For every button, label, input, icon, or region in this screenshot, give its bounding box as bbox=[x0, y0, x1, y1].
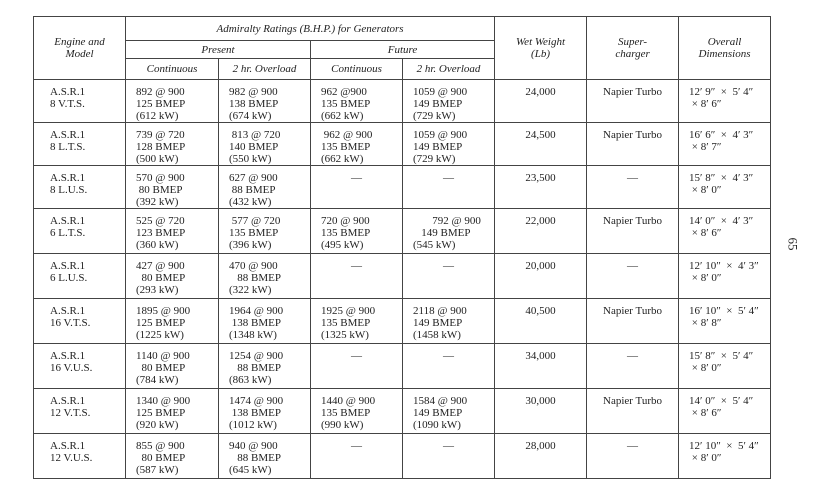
engine-model-cell: A.S.R.1 8 L.T.S. bbox=[34, 123, 126, 166]
future-continuous-cell: 962 @900 135 BMEP (662 kW) bbox=[311, 80, 403, 123]
present-overload-cell: 577 @ 720 135 BMEP (396 kW) bbox=[219, 209, 311, 254]
dimensions-cell: 12′ 10″ × 4′ 3″ × 8′ 0″ bbox=[679, 254, 771, 299]
present-continuous-cell: 855 @ 900 80 BMEP (587 kW) bbox=[126, 434, 219, 479]
header-future: Future bbox=[311, 41, 495, 59]
future-continuous-cell: — bbox=[311, 254, 403, 299]
future-continuous-cell: 720 @ 900 135 BMEP (495 kW) bbox=[311, 209, 403, 254]
dimensions-cell: 15′ 8″ × 4′ 3″ × 8′ 0″ bbox=[679, 166, 771, 209]
wet-weight-cell: 40,500 bbox=[495, 299, 587, 344]
page-number: 65 bbox=[785, 237, 801, 251]
present-continuous-cell: 739 @ 720 128 BMEP (500 kW) bbox=[126, 123, 219, 166]
supercharger-cell: — bbox=[587, 166, 679, 209]
dimensions-cell: 12′ 9″ × 5′ 4″ × 8′ 6″ bbox=[679, 80, 771, 123]
dimensions-cell: 16′ 6″ × 4′ 3″ × 8′ 7″ bbox=[679, 123, 771, 166]
future-continuous-cell: 1925 @ 900 135 BMEP (1325 kW) bbox=[311, 299, 403, 344]
present-continuous-cell: 1140 @ 900 80 BMEP (784 kW) bbox=[126, 344, 219, 389]
engine-model-cell: A.S.R.1 16 V.T.S. bbox=[34, 299, 126, 344]
supercharger-cell: Napier Turbo bbox=[587, 389, 679, 434]
table-row bbox=[34, 80, 771, 123]
header-overall-dimensions: Overall Dimensions bbox=[679, 17, 771, 80]
engine-model-cell: A.S.R.1 16 V.U.S. bbox=[34, 344, 126, 389]
engine-ratings-table bbox=[33, 16, 771, 479]
future-continuous-cell: 1440 @ 900 135 BMEP (990 kW) bbox=[311, 389, 403, 434]
future-continuous-cell: — bbox=[311, 166, 403, 209]
present-continuous-cell: 570 @ 900 80 BMEP (392 kW) bbox=[126, 166, 219, 209]
wet-weight-cell: 34,000 bbox=[495, 344, 587, 389]
table-row bbox=[34, 254, 771, 299]
future-overload-cell: — bbox=[403, 344, 495, 389]
wet-weight-cell: 23,500 bbox=[495, 166, 587, 209]
present-overload-cell: 627 @ 900 88 BMEP (432 kW) bbox=[219, 166, 311, 209]
present-continuous-cell: 892 @ 900 125 BMEP (612 kW) bbox=[126, 80, 219, 123]
present-overload-cell: 940 @ 900 88 BMEP (645 kW) bbox=[219, 434, 311, 479]
present-overload-cell: 813 @ 720 140 BMEP (550 kW) bbox=[219, 123, 311, 166]
wet-weight-cell: 30,000 bbox=[495, 389, 587, 434]
wet-weight-cell: 22,000 bbox=[495, 209, 587, 254]
header-future-continuous: Continuous bbox=[311, 59, 403, 80]
header-future-overload: 2 hr. Overload bbox=[403, 59, 495, 80]
table-row bbox=[34, 123, 771, 166]
header-wet-weight: Wet Weight (Lb) bbox=[495, 17, 587, 80]
future-overload-cell: 2118 @ 900 149 BMEP (1458 kW) bbox=[403, 299, 495, 344]
future-continuous-cell: — bbox=[311, 434, 403, 479]
supercharger-cell: Napier Turbo bbox=[587, 209, 679, 254]
wet-weight-cell: 24,000 bbox=[495, 80, 587, 123]
dimensions-cell: 14′ 0″ × 5′ 4″ × 8′ 6″ bbox=[679, 389, 771, 434]
engine-model-cell: A.S.R.1 6 L.T.S. bbox=[34, 209, 126, 254]
engine-model-cell: A.S.R.1 12 V.U.S. bbox=[34, 434, 126, 479]
present-continuous-cell: 1340 @ 900 125 BMEP (920 kW) bbox=[126, 389, 219, 434]
engine-model-cell: A.S.R.1 8 V.T.S. bbox=[34, 80, 126, 123]
dimensions-cell: 16′ 10″ × 5′ 4″ × 8′ 8″ bbox=[679, 299, 771, 344]
dimensions-cell: 12′ 10″ × 5′ 4″ × 8′ 0″ bbox=[679, 434, 771, 479]
future-overload-cell: 792 @ 900 149 BMEP (545 kW) bbox=[403, 209, 495, 254]
supercharger-cell: Napier Turbo bbox=[587, 123, 679, 166]
table-row bbox=[34, 299, 771, 344]
engine-model-cell: A.S.R.1 6 L.U.S. bbox=[34, 254, 126, 299]
present-continuous-cell: 427 @ 900 80 BMEP (293 kW) bbox=[126, 254, 219, 299]
header-present: Present bbox=[126, 41, 311, 59]
header-admiralty-ratings: Admiralty Ratings (B.H.P.) for Generators bbox=[126, 17, 495, 41]
wet-weight-cell: 20,000 bbox=[495, 254, 587, 299]
present-continuous-cell: 1895 @ 900 125 BMEP (1225 kW) bbox=[126, 299, 219, 344]
supercharger-cell: — bbox=[587, 434, 679, 479]
table-row bbox=[34, 434, 771, 479]
dimensions-cell: 14′ 0″ × 4′ 3″ × 8′ 6″ bbox=[679, 209, 771, 254]
future-continuous-cell: 962 @ 900 135 BMEP (662 kW) bbox=[311, 123, 403, 166]
table-row bbox=[34, 389, 771, 434]
present-overload-cell: 1474 @ 900 138 BMEP (1012 kW) bbox=[219, 389, 311, 434]
table-body bbox=[34, 80, 771, 479]
supercharger-cell: Napier Turbo bbox=[587, 299, 679, 344]
future-overload-cell: 1059 @ 900 149 BMEP (729 kW) bbox=[403, 80, 495, 123]
header-present-continuous: Continuous bbox=[126, 59, 219, 80]
future-overload-cell: — bbox=[403, 434, 495, 479]
present-overload-cell: 1254 @ 900 88 BMEP (863 kW) bbox=[219, 344, 311, 389]
table-row bbox=[34, 209, 771, 254]
present-continuous-cell: 525 @ 720 123 BMEP (360 kW) bbox=[126, 209, 219, 254]
wet-weight-cell: 28,000 bbox=[495, 434, 587, 479]
present-overload-cell: 1964 @ 900 138 BMEP (1348 kW) bbox=[219, 299, 311, 344]
future-overload-cell: — bbox=[403, 254, 495, 299]
future-overload-cell: 1059 @ 900 149 BMEP (729 kW) bbox=[403, 123, 495, 166]
present-overload-cell: 470 @ 900 88 BMEP (322 kW) bbox=[219, 254, 311, 299]
header-present-overload: 2 hr. Overload bbox=[219, 59, 311, 80]
engine-model-cell: A.S.R.1 8 L.U.S. bbox=[34, 166, 126, 209]
dimensions-cell: 15′ 8″ × 5′ 4″ × 8′ 0″ bbox=[679, 344, 771, 389]
engine-model-cell: A.S.R.1 12 V.T.S. bbox=[34, 389, 126, 434]
header-supercharger: Super- charger bbox=[587, 17, 679, 80]
supercharger-cell: — bbox=[587, 254, 679, 299]
future-continuous-cell: — bbox=[311, 344, 403, 389]
supercharger-cell: — bbox=[587, 344, 679, 389]
future-overload-cell: — bbox=[403, 166, 495, 209]
present-overload-cell: 982 @ 900 138 BMEP (674 kW) bbox=[219, 80, 311, 123]
table-row bbox=[34, 166, 771, 209]
future-overload-cell: 1584 @ 900 149 BMEP (1090 kW) bbox=[403, 389, 495, 434]
wet-weight-cell: 24,500 bbox=[495, 123, 587, 166]
header-engine-model: Engine and Model bbox=[34, 17, 126, 80]
supercharger-cell: Napier Turbo bbox=[587, 80, 679, 123]
table-row bbox=[34, 344, 771, 389]
